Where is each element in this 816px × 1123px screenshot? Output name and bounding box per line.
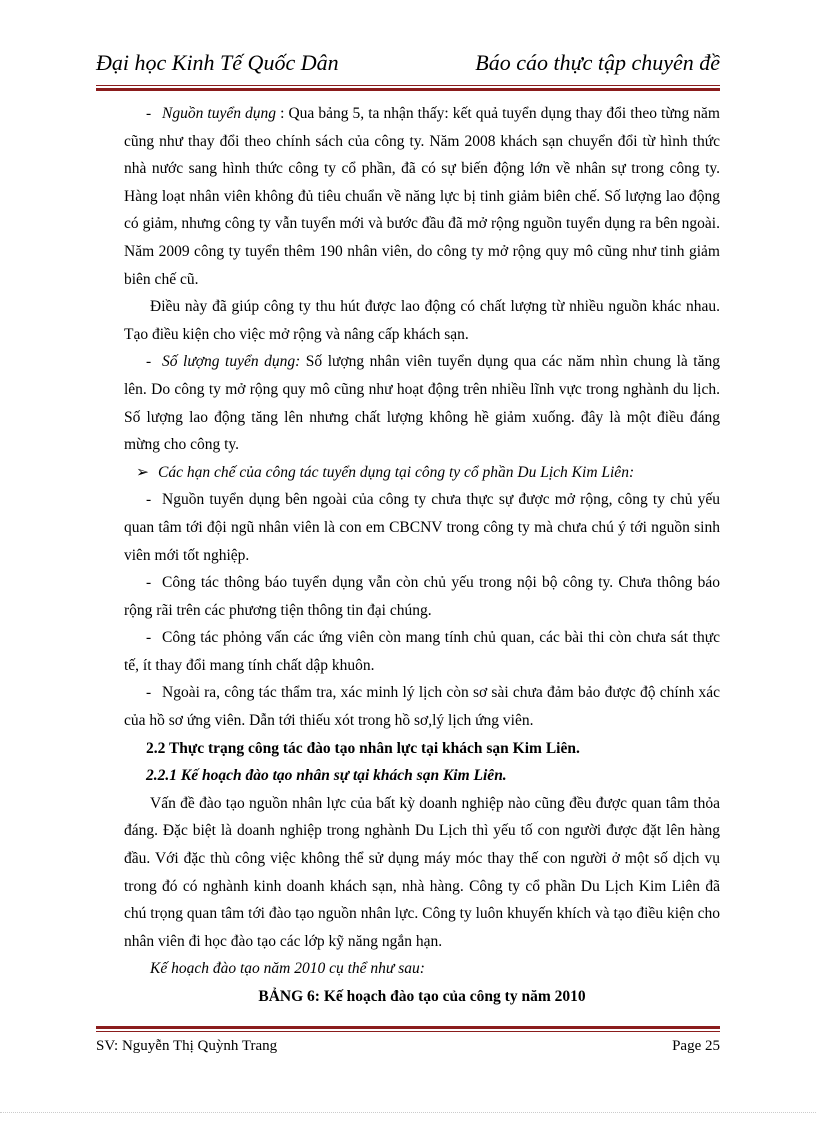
paragraph-result: Điều này đã giúp công ty thu hút được lao động có chất lượng từ nhiều nguồn khác nhau. Tạo điều kiện cho việc mở rộng và nâng cấp khách sạn. xyxy=(124,298,720,343)
text-recruitment-quantity: Số lượng nhân viên tuyển dụng qua các năm nhìn chung là tăng lên. Do công ty mở rộng quy mô cũng như hoạt động trên nhiều lĩnh vực trong nghành du lịch. Số lượng lao động tăng lên nhưng chất lượng không hề giảm xuống. đây là một điều đáng mừng cho công ty. xyxy=(124,353,720,454)
heading-limitations-text: Các hạn chế của công tác tuyển dụng tại công ty cổ phần Du Lịch Kim Liên: xyxy=(158,463,635,481)
page-header xyxy=(96,50,720,82)
header-report-title: Báo cáo thực tập chuyên đề xyxy=(475,50,720,75)
section-heading-2-2-1: 2.2.1 Kế hoạch đào tạo nhân sự tại khách sạn Kim Liên. xyxy=(146,767,507,785)
paragraph-training-plan: Kế hoạch đào tạo năm 2010 cụ thể như sau: xyxy=(150,960,425,978)
limitation-text: Công tác thông báo tuyển dụng vẫn còn chủ yếu trong nội bộ công ty. Chưa thông báo rộng rãi trên các phương tiện thông tin đại chúng. xyxy=(124,574,720,619)
arrow-bullet-icon: ➢ xyxy=(136,463,149,481)
footer-student-name: SV: Nguyễn Thị Quỳnh Trang xyxy=(96,1038,278,1054)
paragraph-recruitment-quantity xyxy=(124,348,720,458)
bullet-dash: - xyxy=(146,105,152,122)
bullet-dash: - xyxy=(146,629,152,647)
limitation-item-2 xyxy=(124,569,720,624)
table-title: BẢNG 6: Kế hoạch đào tạo của công ty năm 2010 xyxy=(258,988,586,1005)
paragraph-training: Vấn đề đào tạo nguồn nhân lực của bất kỳ doanh nghiệp nào cũng đều được quan tâm thỏa đáng. Đặc biệt là doanh nghiệp trong nghành Du Lịch thì yếu tố con người được đặt lên hàng đầu. Với đặc thù công việc không thể sử dụng máy móc thay thế con người ở một số dịch vụ trong đó có nghành kinh doanh khách sạn, nhà hàng. Công ty cổ phần Du Lịch Kim Liên đã chú trọng quan tâm tới đào tạo nguồn nhân lực. Công ty luôn khuyến khích và tạo điều kiện cho nhân viên đi học đào tạo các lớp kỹ năng ngắn hạn. xyxy=(124,794,720,950)
label-recruitment-source: Nguồn tuyển dụng xyxy=(162,105,277,122)
header-university: Đại học Kinh Tế Quốc Dân xyxy=(96,50,339,75)
label-recruitment-quantity: Số lượng tuyển dụng: xyxy=(162,353,301,371)
limitation-text: Nguồn tuyển dụng bên ngoài của công ty chưa thực sự được mở rộng, công ty chủ yếu quan tâm tới đội ngũ nhân viên là con em CBCNV trong công ty mà chưa chú ý tới nguồn sinh viên mới tốt nghiệp. xyxy=(124,491,720,564)
heading-limitations xyxy=(124,459,720,487)
header-rule-thick xyxy=(96,88,720,91)
bullet-dash: - xyxy=(146,684,152,702)
footer-page-number: Page 25 xyxy=(672,1038,720,1054)
header-rule-thin xyxy=(96,85,720,86)
page-body xyxy=(124,100,720,1011)
limitation-text: Công tác phỏng vấn các ứng viên còn mang tính chủ quan, các bài thi còn chưa sát thực tế, ít thay đổi mang tính chất dập khuôn. xyxy=(124,629,720,674)
footer-rule-thick xyxy=(96,1026,720,1029)
bullet-dash: - xyxy=(146,353,152,371)
bullet-dash: - xyxy=(146,491,152,509)
limitation-item-3 xyxy=(124,624,720,679)
limitation-item-1 xyxy=(124,486,720,569)
page-bottom-dotted-border xyxy=(0,1112,816,1113)
bullet-dash: - xyxy=(146,574,152,592)
paragraph-recruitment-source xyxy=(124,100,720,293)
section-heading-2-2: 2.2 Thực trạng công tác đào tạo nhân lực tại khách sạn Kim Liên. xyxy=(146,739,580,757)
limitation-text: Ngoài ra, công tác thẩm tra, xác minh lý lịch còn sơ sài chưa đảm bảo được độ chính xác của hồ sơ ứng viên. Dẫn tới thiếu xót trong hồ sơ,lý lịch ứng viên. xyxy=(124,684,720,730)
footer-rule-thin xyxy=(96,1031,720,1032)
limitation-item-4 xyxy=(124,679,720,734)
text-recruitment-source: : Qua bảng 5, ta nhận thấy: kết quả tuyển dụng thay đổi theo từng năm cũng như thay đổi theo chính sách của công ty. Năm 2008 khách sạn chuyển đổi từ hình thức nhà nước sang hình thức công ty cổ phần, đã có sự biến động lớn về nhân sự trong công ty. Hàng loạt nhân viên không đủ tiêu chuẩn về năng lực bị tinh giảm biên chế. Số lượng lao động có giảm, nhưng công ty vẫn tuyển mới và bước đầu đã mở rộng nguồn tuyển dụng ra bên ngoài. Năm 2009 công ty tuyển thêm 190 nhân viên, do công ty mở rộng quy mô cũng như tinh giảm biên chế cũ. xyxy=(124,105,720,288)
